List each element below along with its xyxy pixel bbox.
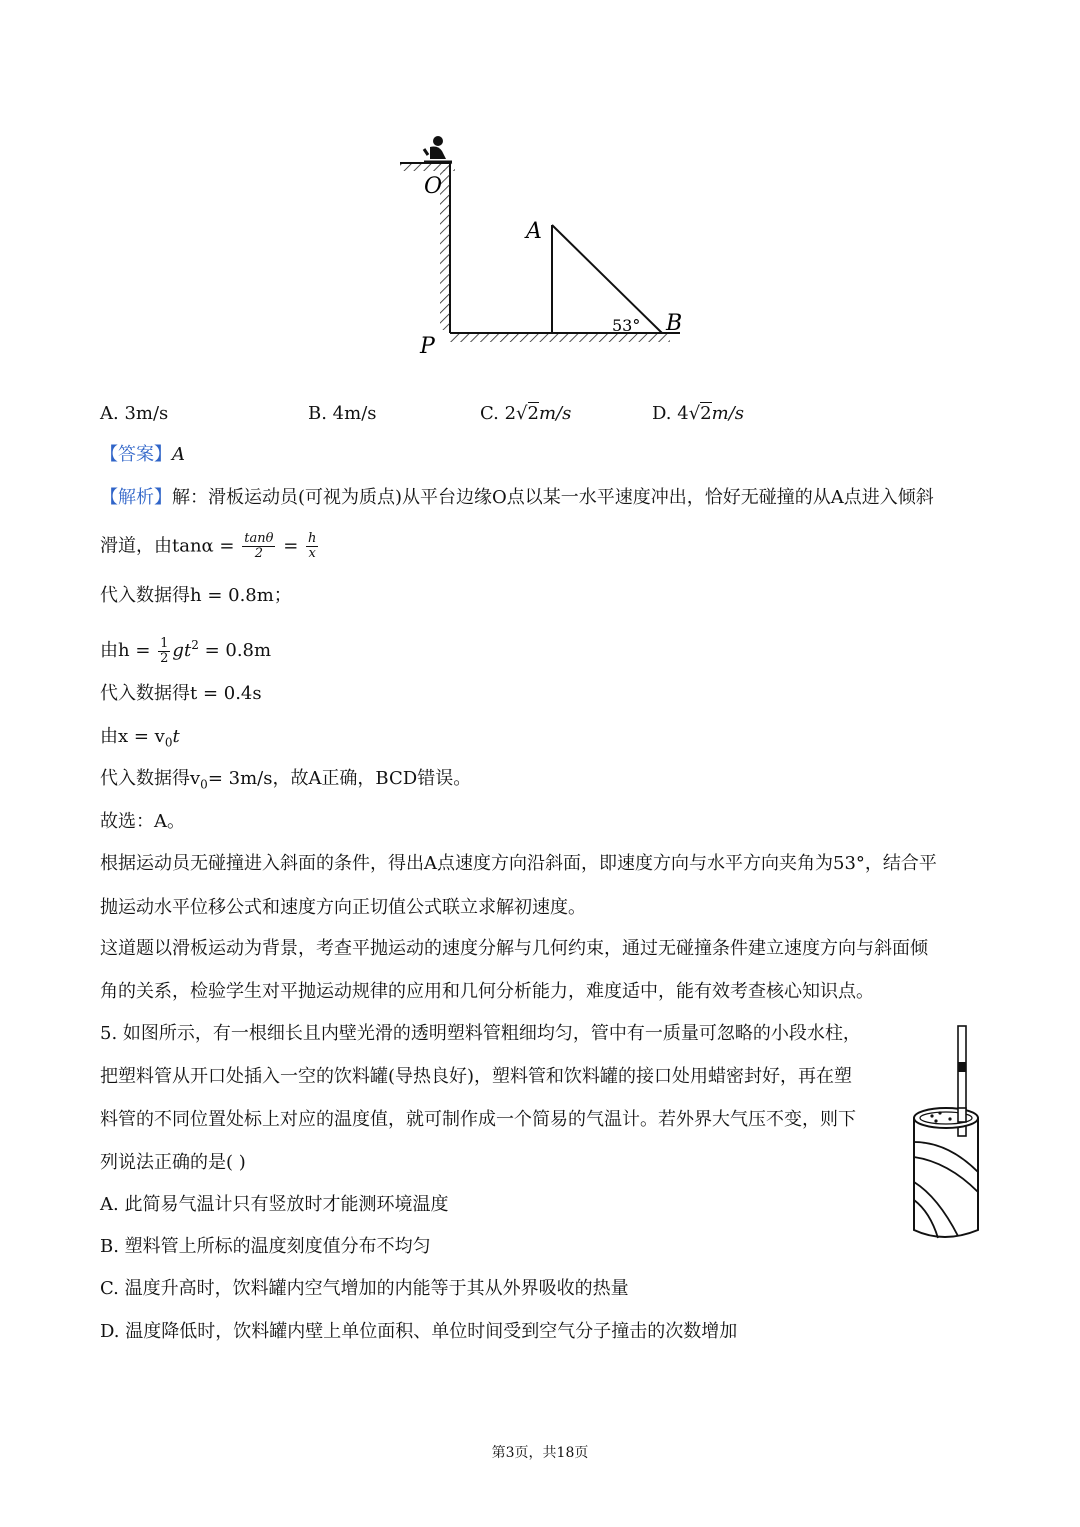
option-d-radicand: 2 xyxy=(700,403,712,424)
fraction-hx xyxy=(306,532,318,561)
equals-sign: = xyxy=(283,535,299,557)
q5-option-b: B. 塑料管上所标的温度刻度值分布不均匀 xyxy=(100,1236,431,1257)
q5-line-3: 料管的不同位置处标上对应的温度值，就可制作成一个简易的气温计。若外界大气压不变，则下 xyxy=(100,1109,856,1130)
sqrt-sign: √ xyxy=(516,403,528,424)
analysis-line-12: 角的关系，检验学生对平抛运动规律的应用和几何分析能力，难度适中，能有效考查核心知识点。 xyxy=(100,981,874,1002)
angle-label: 53° xyxy=(612,316,641,335)
analysis-text-4a: 由h = xyxy=(100,640,151,661)
option-c-prefix: C. 2 xyxy=(480,403,517,424)
label-o: O xyxy=(424,174,443,199)
analysis-line-10: 抛运动水平位移公式和速度方向正切值公式联立求解初速度。 xyxy=(100,897,586,918)
option-c xyxy=(480,402,571,426)
label-p: P xyxy=(420,334,435,359)
analysis-text-4b: gt xyxy=(172,640,192,661)
analysis-tag: 【解析】 xyxy=(100,487,172,508)
analysis-line-4 xyxy=(100,633,271,666)
label-b: B xyxy=(666,311,683,336)
q5-option-a: A. 此简易气温计只有竖放时才能测环境温度 xyxy=(100,1194,449,1215)
subscript: 0 xyxy=(164,735,173,750)
answer-value: A xyxy=(172,444,185,465)
skater-icon xyxy=(424,136,452,162)
analysis-text-7b: = 3m/s，故A正确，BCD错误。 xyxy=(207,768,472,789)
frac-num: h xyxy=(308,531,317,546)
option-c-unit: m/s xyxy=(538,403,572,424)
option-c-radicand: 2 xyxy=(527,403,539,424)
frac-num: tanθ xyxy=(244,531,274,546)
analysis-line-2 xyxy=(100,532,320,561)
analysis-line-11: 这道题以滑板运动为背景，考查平抛运动的速度分解与几何约束，通过无碰撞条件建立速度方向与斜面倾 xyxy=(100,938,928,959)
analysis-line-6 xyxy=(100,725,180,755)
analysis-line-7 xyxy=(100,767,471,797)
frac-den: 2 xyxy=(254,546,263,561)
can-thermometer-figure xyxy=(908,1022,988,1247)
option-d-unit: m/s xyxy=(711,403,744,424)
subscript: 0 xyxy=(200,777,208,792)
answer-line xyxy=(100,443,185,467)
analysis-text-4c: = 0.8m xyxy=(204,640,272,661)
q5-option-d: D. 温度降低时，饮料罐内壁上单位面积、单位时间受到空气分子撞击的次数增加 xyxy=(100,1321,738,1342)
option-d-prefix: D. 4 xyxy=(652,403,689,424)
projectile-figure xyxy=(390,125,690,360)
answer-tag: 【答案】 xyxy=(100,444,172,465)
superscript: 2 xyxy=(191,638,199,652)
analysis-line-3: 代入数据得h = 0.8m； xyxy=(100,585,292,606)
option-d xyxy=(652,402,744,426)
frac-num: 1 xyxy=(160,635,169,651)
analysis-line-9: 根据运动员无碰撞进入斜面的条件，得出A点速度方向沿斜面，即速度方向与水平方向夹角为53°，结合平 xyxy=(100,853,937,874)
q5-line-2: 把塑料管从开口处插入一空的饮料罐(导热良好)，塑料管和饮料罐的接口处用蜡密封好，再在塑 xyxy=(100,1066,853,1087)
analysis-text-6a: 由x = v xyxy=(100,726,165,747)
sqrt-sign: √ xyxy=(688,403,701,424)
analysis-text-1: 解：滑板运动员(可视为质点)从平台边缘O点以某一水平速度冲出，恰好无碰撞的从A点进入倾斜 xyxy=(172,487,934,508)
analysis-text-7a: 代入数据得v xyxy=(100,768,201,789)
q5-option-c: C. 温度升高时，饮料罐内空气增加的内能等于其从外界吸收的热量 xyxy=(100,1278,629,1299)
option-a: A. 3m/s xyxy=(100,403,169,424)
frac-den: 2 xyxy=(160,650,169,666)
analysis-line-8: 故选：A。 xyxy=(100,811,185,832)
q5-line-4: 列说法正确的是( ) xyxy=(100,1152,246,1173)
fraction-half xyxy=(158,637,170,666)
analysis-text-6b: t xyxy=(172,726,180,747)
q5-line-1: 5. 如图所示，有一根细长且内壁光滑的透明塑料管粗细均匀，管中有一质量可忽略的小段水柱， xyxy=(100,1023,861,1044)
analysis-line-5: 代入数据得t = 0.4s xyxy=(100,683,262,704)
fraction-tan xyxy=(242,532,275,561)
analysis-text-2: 滑道，由tanα = xyxy=(100,535,235,557)
option-b: B. 4m/s xyxy=(308,403,377,424)
page-footer: 第3页，共18页 xyxy=(491,1445,589,1461)
label-a: A xyxy=(526,219,542,244)
analysis-line-1 xyxy=(100,486,934,510)
frac-den: x xyxy=(308,546,316,561)
